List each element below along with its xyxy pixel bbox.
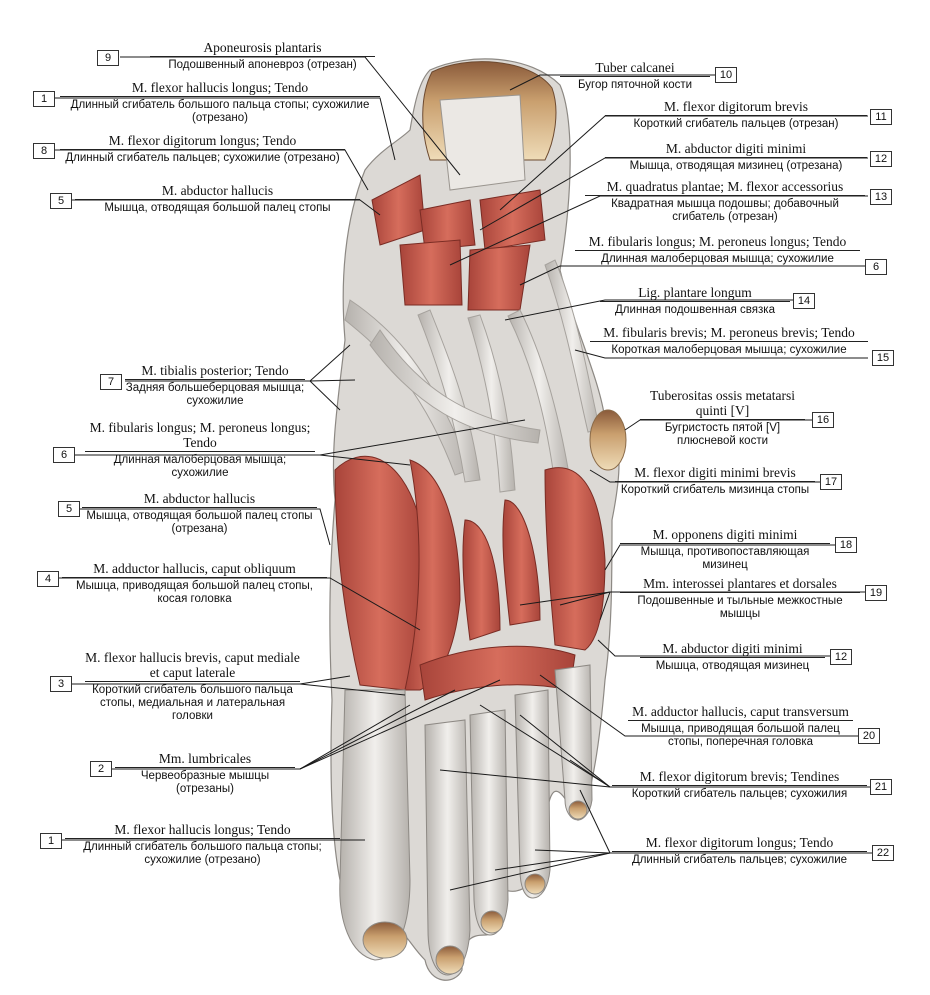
label-russian: Длинная малоберцовая мышца; сухожилие	[601, 253, 834, 266]
label-russian: Длинный сгибатель пальцев; сухожилие (отрезано)	[65, 152, 340, 165]
label-lig-plantare-longum	[600, 285, 790, 317]
label-flexor-digitorum-brevis-upper	[605, 99, 867, 131]
label-flexor-digiti-minimi-brevis	[615, 465, 815, 497]
label-latin: M. adductor hallucis, caput transversum	[632, 704, 849, 719]
label-latin: M. tibialis posterior; Tendo	[141, 363, 289, 378]
label-russian: Короткий сгибатель мизинца стопы	[620, 484, 810, 497]
label-latin: Mm. lumbricales	[158, 751, 252, 766]
label-russian: Червеобразные мышцы (отрезаны)	[140, 770, 270, 795]
label-rule	[62, 577, 327, 578]
label-flexor-hallucis-longus-upper	[60, 80, 380, 125]
label-tuber-calcanei	[560, 60, 710, 92]
label-number-13: 13	[870, 189, 892, 205]
label-lumbricales	[115, 751, 295, 796]
label-latin: Lig. plantare longum	[638, 285, 752, 300]
label-number-14: 14	[793, 293, 815, 309]
label-fibularis-brevis	[590, 325, 868, 357]
label-rule	[560, 76, 710, 77]
label-russian: Квадратная мышца подошвы; добавочный сгибатель (отрезан)	[611, 198, 839, 223]
label-latin: M. flexor hallucis longus; Tendo	[114, 822, 291, 837]
label-rule	[620, 592, 860, 593]
label-flexor-digitorum-brevis-tendines	[612, 769, 867, 801]
label-number-22: 22	[872, 845, 894, 861]
label-rule	[605, 157, 867, 158]
label-number-5: 5	[58, 501, 80, 517]
label-russian: Длинная малоберцовая мышца; сухожилие	[113, 454, 287, 480]
label-abductor-hallucis-upper	[75, 183, 360, 215]
label-rule	[600, 301, 790, 302]
label-latin: M. fibularis brevis; M. peroneus brevis; Tendo	[603, 325, 855, 340]
label-rule	[590, 341, 868, 342]
label-russian: Задняя большеберцовая мышца; сухожилие	[125, 382, 305, 407]
label-russian: Бугристость пятой [V] плюсневой кости	[664, 422, 781, 448]
label-number-6: 6	[865, 259, 887, 275]
label-number-12: 12	[870, 151, 892, 167]
label-rule	[585, 195, 865, 196]
label-russian: Длинный сгибатель большого пальца стопы; сухожилие (отрезано)	[83, 841, 322, 866]
label-abductor-digiti-minimi-upper	[605, 141, 867, 173]
label-number-12: 12	[830, 649, 852, 665]
label-abductor-hallucis-lower	[82, 491, 317, 536]
label-latin: M. flexor digitorum longus; Tendo	[108, 133, 297, 148]
label-russian: Короткая малоберцовая мышца; сухожилие	[611, 344, 847, 357]
label-aponeurosis-plantaris	[150, 40, 375, 72]
label-adductor-hallucis-obliquum	[62, 561, 327, 606]
label-rule	[85, 451, 315, 452]
label-latin: Mm. interossei plantares et dorsales	[643, 576, 837, 591]
label-tibialis-posterior	[125, 363, 305, 408]
label-russian: Мышца, противопоставляющая мизинец	[640, 546, 810, 571]
label-russian: Мышца, отводящая большой палец стопы	[104, 202, 331, 215]
label-number-17: 17	[820, 474, 842, 490]
label-russian: Мышца, приводящая большой палец стопы, поперечная головка	[641, 723, 840, 748]
label-number-18: 18	[835, 537, 857, 553]
label-tuberositas-metatarsi-v	[640, 388, 805, 448]
label-number-4: 4	[37, 571, 59, 587]
label-latin: M. flexor hallucis longus; Tendo	[131, 80, 309, 95]
label-latin: M. abductor hallucis	[161, 183, 274, 198]
toe-3-tip	[481, 911, 503, 933]
label-flexor-hallucis-longus-lower	[65, 822, 340, 867]
toe-hallux-tip	[363, 922, 407, 958]
toe-4-tip	[525, 874, 545, 894]
label-flexor-digitorum-longus-lower	[612, 835, 867, 867]
label-rule	[75, 199, 360, 200]
label-latin: M. abductor digiti minimi	[665, 141, 807, 156]
toe-5-tip	[569, 801, 587, 819]
label-number-2: 2	[90, 761, 112, 777]
label-number-16: 16	[812, 412, 834, 428]
label-number-6: 6	[53, 447, 75, 463]
label-number-1: 1	[33, 91, 55, 107]
label-rule	[65, 838, 340, 839]
label-rule	[640, 657, 825, 658]
label-rule	[628, 720, 853, 721]
label-quadratus-plantae	[585, 179, 865, 224]
metatarsal-v-tuberosity	[590, 410, 626, 470]
label-number-8: 8	[33, 143, 55, 159]
label-rule	[612, 851, 867, 852]
label-russian: Длинный сгибатель пальцев; сухожилие	[631, 854, 848, 867]
label-rule	[620, 543, 830, 544]
label-rule	[82, 507, 317, 508]
label-rule	[605, 115, 867, 116]
label-latin: M. flexor hallucis brevis, caput mediale et caput laterale	[85, 650, 300, 681]
label-number-11: 11	[870, 109, 892, 125]
toe-2-tip	[436, 946, 464, 974]
label-latin: M. flexor digitorum brevis	[664, 99, 808, 114]
toe-3	[470, 710, 508, 935]
label-opponens-digiti-minimi	[620, 527, 830, 572]
label-rule	[60, 149, 345, 150]
label-fibularis-longus-lower	[85, 420, 315, 480]
label-rule	[60, 96, 380, 97]
label-latin: M. quadratus plantae; M. flexor accessorius	[606, 179, 844, 194]
label-number-20: 20	[858, 728, 880, 744]
label-russian: Подошвенный апоневроз (отрезан)	[168, 59, 357, 72]
label-latin: M. adductor hallucis, caput obliquum	[93, 561, 296, 576]
label-rule	[612, 785, 867, 786]
label-number-10: 10	[715, 67, 737, 83]
label-latin: Aponeurosis plantaris	[203, 40, 322, 55]
label-abductor-digiti-minimi-lower	[640, 641, 825, 673]
label-latin: M. flexor digitorum brevis; Tendines	[639, 769, 840, 784]
label-number-9: 9	[97, 50, 119, 66]
label-latin: Tuber calcanei	[595, 60, 675, 75]
label-latin: Tuberositas ossis metatarsi quinti [V]	[650, 388, 795, 419]
label-fibularis-longus-upper	[575, 234, 860, 266]
label-latin: M. opponens digiti minimi	[652, 527, 798, 542]
label-latin: M. fibularis longus; M. peroneus longus; Tendo	[89, 420, 311, 451]
label-number-1: 1	[40, 833, 62, 849]
label-russian: Короткий сгибатель пальцев; сухожилия	[631, 788, 848, 801]
label-rule	[150, 56, 375, 57]
label-latin: M. abductor digiti minimi	[662, 641, 803, 656]
label-flexor-hallucis-brevis	[85, 650, 300, 723]
label-number-21: 21	[870, 779, 892, 795]
label-russian: Мышца, отводящая мизинец	[655, 660, 810, 673]
label-russian: Короткий сгибатель большого пальца стопы, медиальная и латеральная головки	[92, 684, 293, 722]
label-latin: M. flexor digitorum longus; Tendo	[645, 835, 834, 850]
label-rule	[615, 481, 815, 482]
label-russian: Длинный сгибатель большого пальца стопы; сухожилие (отрезано)	[70, 99, 370, 124]
label-number-5: 5	[50, 193, 72, 209]
label-interossei	[620, 576, 860, 621]
label-number-3: 3	[50, 676, 72, 692]
label-rule	[575, 250, 860, 251]
label-latin: M. abductor hallucis	[143, 491, 256, 506]
label-rule	[640, 419, 805, 420]
label-russian: Длинная подошвенная связка	[615, 304, 775, 317]
label-rule	[115, 767, 295, 768]
label-russian: Мышца, отводящая мизинец (отрезана)	[629, 160, 843, 173]
label-russian: Короткий сгибатель пальцев (отрезан)	[633, 118, 839, 131]
label-russian: Мышца, приводящая большой палец стопы, косая головка	[76, 580, 313, 605]
toe-4	[515, 690, 550, 898]
label-flexor-digitorum-longus-upper	[60, 133, 345, 165]
label-russian: Бугор пяточной кости	[577, 79, 693, 92]
label-latin: M. fibularis longus; M. peroneus longus; Tendo	[588, 234, 847, 249]
label-rule	[125, 379, 305, 380]
label-russian: Подошвенные и тыльные межкостные мышцы	[637, 595, 843, 620]
label-adductor-hallucis-transversum	[628, 704, 853, 749]
label-russian: Мышца, отводящая большой палец стопы (отрезана)	[86, 510, 313, 535]
label-number-7: 7	[100, 374, 122, 390]
toe-5	[555, 665, 592, 820]
toe-2	[425, 720, 470, 975]
label-latin: M. flexor digiti minimi brevis	[634, 465, 796, 480]
label-number-15: 15	[872, 350, 894, 366]
plantar-aponeurosis	[440, 95, 525, 190]
label-rule	[85, 681, 300, 682]
label-number-19: 19	[865, 585, 887, 601]
